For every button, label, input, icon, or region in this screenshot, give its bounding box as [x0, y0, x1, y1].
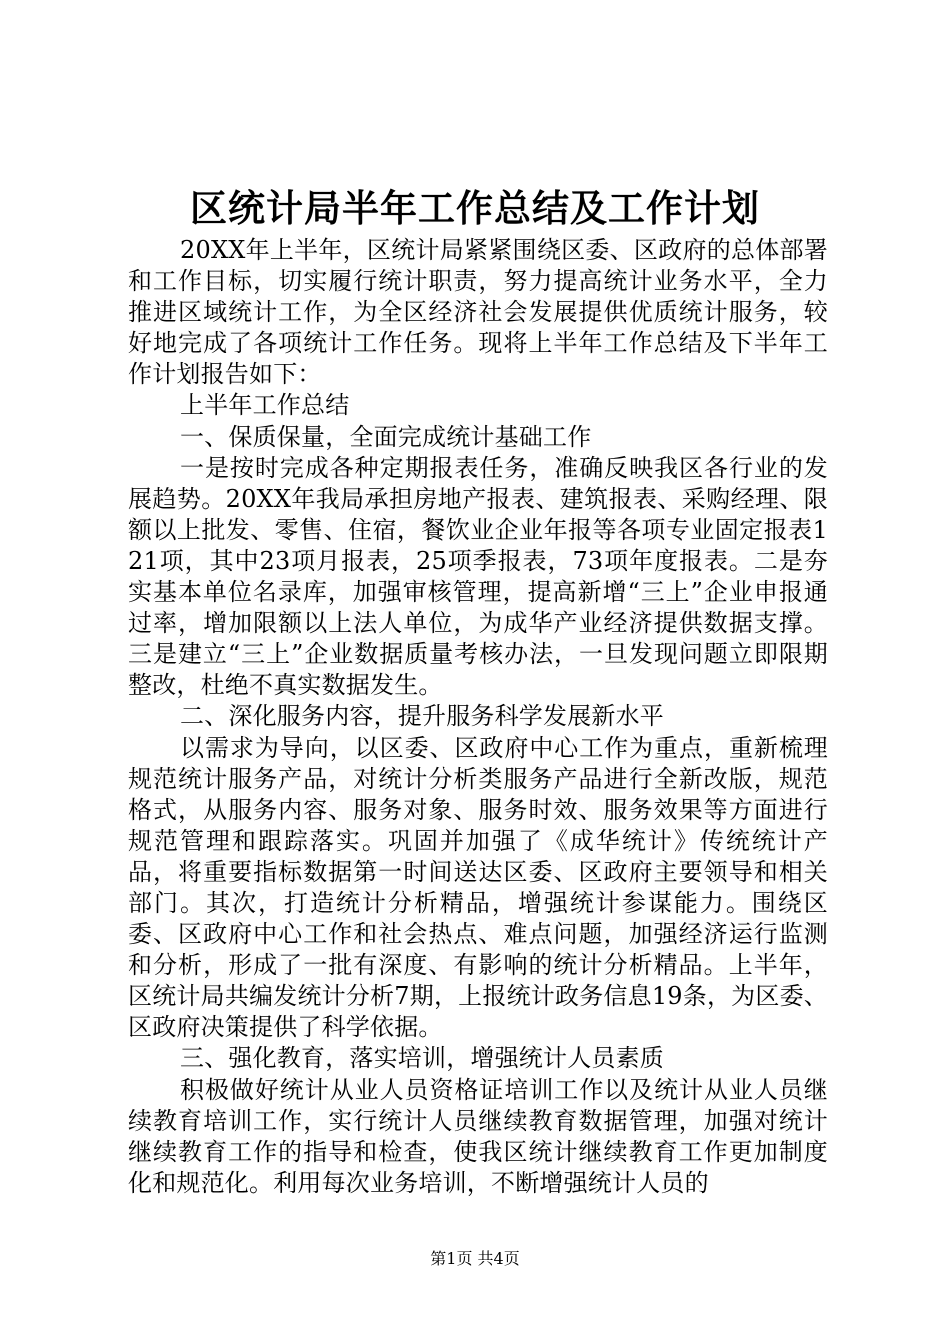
heading-section-2: 二、深化服务内容，提升服务科学发展新水平: [180, 702, 664, 731]
document-title: 区统计局半年工作总结及工作计划: [190, 187, 760, 230]
paragraph-section-3: 积极做好统计从业人员资格证培训工作以及统计从业人员继续教育培训工作，实行统计人员继续教育数据管理，加强对统计继续教育工作的指导和检查，使我区统计继续教育工作更加制度化和规范化。利用每次业务培训，不断增强统计人员的: [128, 1075, 828, 1197]
paragraph-section-1: 一是按时完成各种定期报表任务，准确反映我区各行业的发展趋势。20XX年我局承担房地产报表、建筑报表、采购经理、限额以上批发、零售、住宿，餐饮业企业年报等各项专业固定报表121项，其中23项月报表，25项季报表，73项年度报表。二是夯实基本单位名录库，加强审核管理，提高新增“三上”企业申报通过率，增加限额以上法人单位，为成华产业经济提供数据支撑。三是建立“三上”企业数据质量考核办法，一旦发现问题立即限期整改，杜绝不真实数据发生。: [128, 453, 828, 700]
paragraph-intro: 20XX年上半年，区统计局紧紧围绕区委、区政府的总体部署和工作目标，切实履行统计职责，努力提高统计业务水平，全力推进区域统计工作，为全区经济社会发展提供优质统计服务，较好地完成了各项统计工作任务。现将上半年工作总结及下半年工作计划报告如下：: [128, 236, 828, 389]
heading-section-1: 一、保质保量，全面完成统计基础工作: [180, 422, 592, 451]
page-footer: 第1页 共4页: [430, 1249, 520, 1268]
paragraph-section-2: 以需求为导向，以区委、区政府中心工作为重点，重新梳理规范统计服务产品，对统计分析类服务产品进行全新改版，规范格式，从服务内容、服务对象、服务时效、服务效果等方面进行规范管理和跟踪落实。巩固并加强了《成华统计》传统统计产品，将重要指标数据第一时间送达区委、区政府主要领导和相关部门。其次，打造统计分析精品，增强统计参谋能力。围绕区委、区政府中心工作和社会热点、难点问题，加强经济运行监测和分析，形成了一批有深度、有影响的统计分析精品。上半年，区统计局共编发统计分析7期，上报统计政务信息19条，为区委、区政府决策提供了科学依据。: [128, 733, 828, 1042]
heading-first-half-summary: 上半年工作总结: [180, 391, 350, 420]
document-body: [128, 235, 828, 1199]
heading-section-3: 三、强化教育，落实培训，增强统计人员素质: [180, 1044, 664, 1073]
